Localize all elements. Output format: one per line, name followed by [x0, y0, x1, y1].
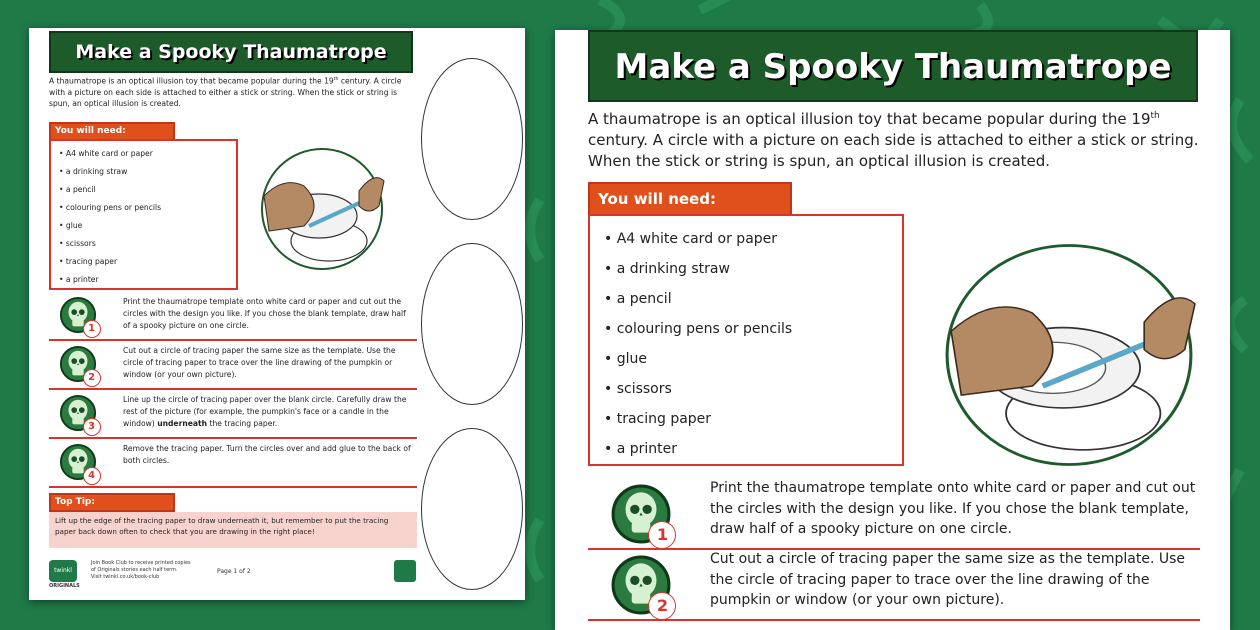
instruction-step: [588, 478, 1200, 550]
materials-list-large: [588, 214, 904, 466]
page-zoomed[interactable]: [555, 30, 1230, 630]
material-item: • colouring pens or pencils: [604, 321, 793, 337]
skull-step-badge: [610, 554, 672, 620]
material-item: • a printer: [59, 275, 99, 284]
material-item: • glue: [59, 221, 83, 230]
intro-text: A thaumatrope is an optical illusion toy that became popular during the 19th century. A circle with a picture on each side is attached to either a stick or string. When the stick or string is spun, an optical illusion is created.: [49, 76, 402, 108]
page-footer: [49, 558, 417, 594]
material-item: • A4 white card or paper: [59, 149, 153, 158]
step-text: Print the thaumatrope template onto white card or paper and cut out the circles with the design you like. If you chose the blank template, draw half of a spooky picture on one circle.: [123, 297, 406, 330]
material-item: • tracing paper: [59, 257, 118, 266]
material-item: • glue: [604, 351, 647, 367]
you-will-need-label: You will need:: [49, 122, 175, 141]
instruction-step: [588, 549, 1200, 621]
skull-step-badge: [59, 443, 97, 485]
step-text: Line up the circle of tracing paper over the blank circle. Carefully draw the rest of the picture (for example, the pumpkin's face or a candle in the window) underneath the tracing paper.: [123, 395, 407, 428]
step-number: 1: [648, 521, 676, 549]
step-text: Cut out a circle of tracing paper the same size as the template. Use the circle of tracing paper to trace over the line drawing of the pumpkin or window (or your own picture).: [123, 346, 396, 379]
step-number: 2: [648, 592, 676, 620]
corner-logo: [394, 560, 416, 582]
page-title-large: Make a Spooky Thaumatrope: [588, 30, 1198, 102]
skull-step-badge: [610, 483, 672, 549]
instruction-step: [49, 292, 417, 341]
material-item: • a drinking straw: [604, 261, 730, 277]
top-tip-label: Top Tip:: [49, 493, 175, 512]
step-text: Remove the tracing paper. Turn the circles over and add glue to the back of both circles.: [123, 444, 411, 465]
step-text: Cut out a circle of tracing paper the same size as the template. Use the circle of tracing paper to trace over the line drawing of the pumpkin or window (or your own picture).: [710, 551, 1186, 608]
intro-text-large: A thaumatrope is an optical illusion toy that became popular during the 19th century. A circle with a picture on each side is attached to either a stick or string. When the stick or string is spun, an optical illusion is created.: [588, 110, 1199, 170]
page-title: Make a Spooky Thaumatrope: [49, 31, 413, 73]
instruction-step: [49, 439, 417, 488]
hands-illustration-large: [941, 240, 1197, 470]
top-tip-box: Lift up the edge of the tracing paper to draw underneath it, but remember to put the tracing paper back down often to check that you are drawing in the right place!: [49, 512, 417, 548]
material-item: • scissors: [59, 239, 96, 248]
material-item: • A4 white card or paper: [604, 231, 778, 247]
materials-list: [49, 139, 238, 290]
material-item: • colouring pens or pencils: [59, 203, 162, 212]
skull-step-badge: [59, 394, 97, 436]
template-circles: [461, 58, 525, 598]
twinkl-logo: twinkl: [49, 560, 77, 582]
material-item: • scissors: [604, 381, 672, 397]
step-number: 4: [83, 467, 101, 485]
material-item: • a printer: [604, 441, 678, 457]
page-thumbnail[interactable]: [29, 28, 525, 600]
book-club-text: Join Book Club to receive printed copies of Originals stories each half term. Visit twinkl.co.uk/book-club: [91, 560, 191, 580]
instruction-step: [49, 341, 417, 390]
material-item: • tracing paper: [604, 411, 712, 427]
step-number: 2: [83, 369, 101, 387]
you-will-need-label-large: You will need:: [588, 182, 792, 216]
skull-step-badge: [59, 345, 97, 387]
material-item: • a pencil: [604, 291, 672, 307]
logo-originals-text: ORIGINALS: [49, 583, 80, 589]
instruction-step: [49, 390, 417, 439]
page-number: Page 1 of 2: [217, 568, 251, 575]
material-item: • a drinking straw: [59, 167, 128, 176]
skull-step-badge: [59, 296, 97, 338]
step-number: 1: [83, 320, 101, 338]
hands-illustration: [259, 146, 385, 272]
material-item: • a pencil: [59, 185, 96, 194]
step-number: 3: [83, 418, 101, 436]
step-text: Print the thaumatrope template onto white card or paper and cut out the circles with the design you like. If you chose the blank template, draw half of a spooky picture on one circle.: [710, 480, 1196, 537]
